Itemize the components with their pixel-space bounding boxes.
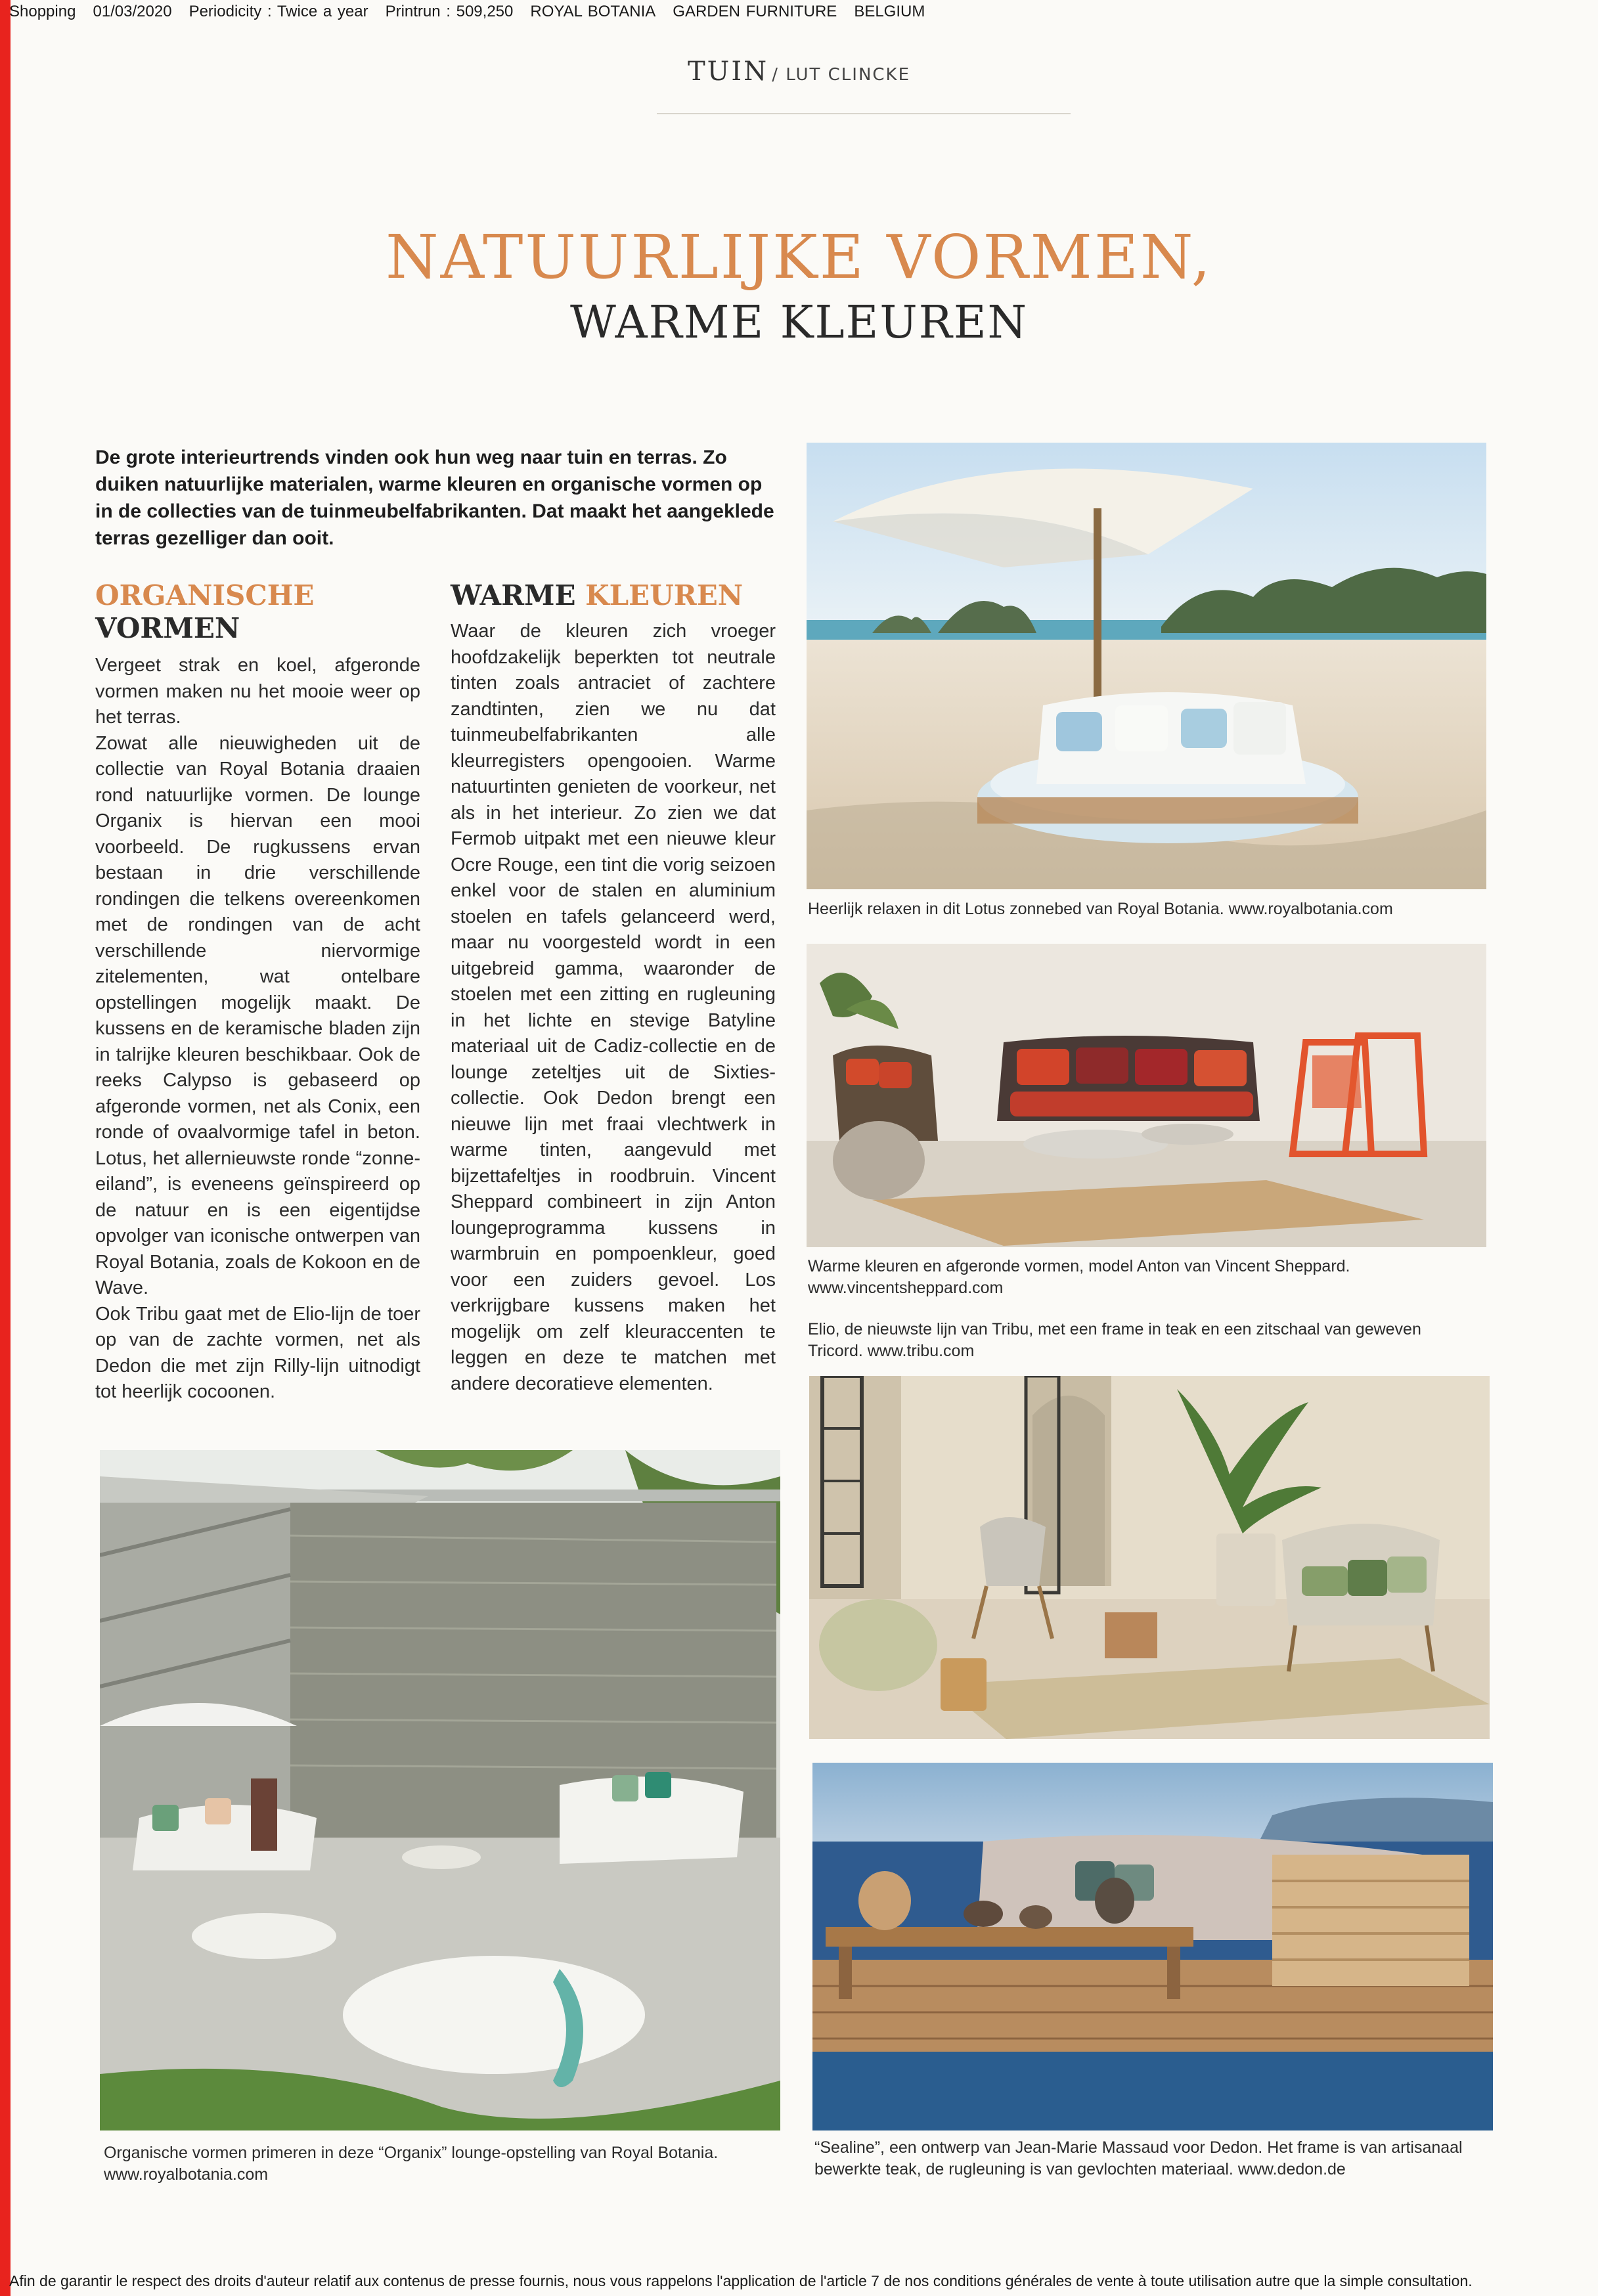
- clipping-metadata: [9, 3, 942, 21]
- caption-line: bewerkte teak, de rugleuning is van gevlochten materiaal. www.dedon.de: [814, 2160, 1346, 2178]
- publication-date: 01/03/2020: [93, 3, 172, 20]
- paragraph: Zowat alle nieuwigheden uit de collectie van Royal Botania draaien rond natuurlijke vormen. De lounge Organix is hiervan een mooi voorbeeld. De rugkussens ervan bestaan in drie verschillende rondingen die telkens overeenkomen met de rondingen van de acht verschillende niervormige zitelementen, wat ontelbare opstellingen mogelijk maakt. De kussens en de keramische bladen zijn in talrijke kleuren beschikbaar. Ook de reeks Calypso is gebaseerd op afgeronde vormen, net als Conix, een ronde of ovaalvormige tafel in beton. Lotus, het allernieuwste ronde “zonne-eiland”, is eveneens geïnspireerd op de natuur en is een eigentijdse opvolger van iconische ontwerpen van Royal Botania, zoals de Kokoon en de Wave.: [95, 732, 420, 1298]
- heading-part-a: ORGANISCHE: [95, 579, 315, 611]
- header-divider: [657, 113, 1071, 114]
- caption-line: www.vincentsheppard.com: [808, 1279, 1004, 1297]
- heading-part-b: VORMEN: [95, 612, 240, 644]
- periodicity: Periodicity : Twice a year: [189, 3, 368, 20]
- photo-lotus-sunbed: [807, 443, 1486, 889]
- caption-lotus: Heerlijk relaxen in dit Lotus zonnebed van Royal Botania. www.royalbotania.com: [808, 900, 1393, 918]
- caption-line: Organische vormen primeren in deze “Organix” lounge-opstelling van Royal Botania.: [104, 2144, 719, 2162]
- caption-line: Elio, de nieuwste lijn van Tribu, met een frame in teak en een zitschaal van geweven: [808, 1320, 1421, 1338]
- brand-tag: ROYAL BOTANIA: [530, 3, 656, 20]
- column-warme-kleuren: [451, 619, 776, 1397]
- column-organische: [95, 653, 420, 1405]
- photo-sealine-dedon: [812, 1763, 1493, 2130]
- heading-part-a: WARME: [451, 579, 576, 611]
- photo-elio-tribu: [809, 1376, 1490, 1739]
- paragraph: Ook Tribu gaat met de Elio-lijn de toer op van de zachte vormen, net als Dedon die met zijn Rilly-lijn uitnodigt tot heerlijk cocoonen.: [95, 1303, 420, 1402]
- caption-line: “Sealine”, een ontwerp van Jean-Marie Massaud voor Dedon. Het frame is van artisanaal: [814, 2138, 1463, 2157]
- author-name: / LUT CLINCKE: [772, 65, 911, 85]
- caption-sealine: [814, 2137, 1524, 2180]
- caption-organix: [104, 2142, 800, 2186]
- article-lead: De grote interieurtrends vinden ook hun weg naar tuin en terras. Zo duiken natuurlijke materialen, warme kleuren en organische vormen op in de collecties van de tuinmeubelfabrikanten. Dat maakt het aangeklede terras gezelliger dan ooit.: [95, 447, 774, 549]
- caption-anton: [808, 1256, 1504, 1299]
- category-tag: GARDEN FURNITURE: [673, 3, 837, 20]
- caption-line: Tricord. www.tribu.com: [808, 1342, 975, 1360]
- caption-line: www.royalbotania.com: [104, 2165, 269, 2184]
- photo-anton-lounge: [807, 944, 1486, 1247]
- photo-organix-lounge: [100, 1450, 780, 2130]
- heading-warme-kleuren: [451, 579, 743, 612]
- heading-part-b: KLEUREN: [585, 579, 744, 611]
- paragraph: Vergeet strak en koel, afgeronde vormen maken nu het mooie weer op het terras.: [95, 655, 420, 728]
- section-name: TUIN: [687, 56, 769, 87]
- article-title-line1: NATUURLIJKE VORMEN,: [386, 222, 1212, 292]
- heading-organische-vormen: [95, 579, 314, 645]
- paragraph: Waar de kleuren zich vroeger hoofdzakelijk beperkten tot neutrale tinten zoals antraciet of zachtere zandtinten, zien we nu dat tuinmeubelfabrikanten alle kleurregisters opengooien. Warme natuurtinten genieten de voorkeur, net als in het interieur. Zo zien we dat Fermob uitpakt met een nieuwe kleur Ocre Rouge, een tint die vorig seizoen enkel voor de stalen en aluminium stoelen en tafels gelanceerd werd, maar nu voorgesteld wordt in een uitgebreid gamma, waaronder de stoelen met een zitting en rugleuning in het lichte en stevige Batyline materiaal uit de Cadiz-collectie en de lounge zeteltjes uit de Sixties-collectie. Ook Dedon brengt een nieuwe lijn met fraai vlechtwerk in warme tinten, aangevuld met bijzettafeltjes in roodbruin. Vincent Sheppard combineert in zijn Anton loungeprogramma kussens in warmbruin en pompoenkleur, goed voor een zuiders gevoel. Los verkrijgbare kussens maken het mogelijk om zelf kleuraccenten te leggen en deze te matchen met andere decoratieve elementen.: [451, 621, 776, 1394]
- caption-line: Warme kleuren en afgeronde vormen, model Anton van Vincent Sheppard.: [808, 1257, 1350, 1275]
- publication-name: Shopping: [9, 3, 76, 20]
- section-header: [0, 56, 1598, 87]
- printrun: Printrun : 509,250: [385, 3, 514, 20]
- country-tag: BELGIUM: [854, 3, 925, 20]
- caption-elio: [808, 1319, 1517, 1362]
- article-title-line2: WARME KLEUREN: [570, 297, 1028, 349]
- copyright-notice: Afin de garantir le respect des droits d'auteur relatif aux contenus de presse fournis, nous vous rappelons l'application de l'article 7 de nos conditions générales de vente à toute utilisation autre que la simple consultation.: [9, 2272, 1473, 2289]
